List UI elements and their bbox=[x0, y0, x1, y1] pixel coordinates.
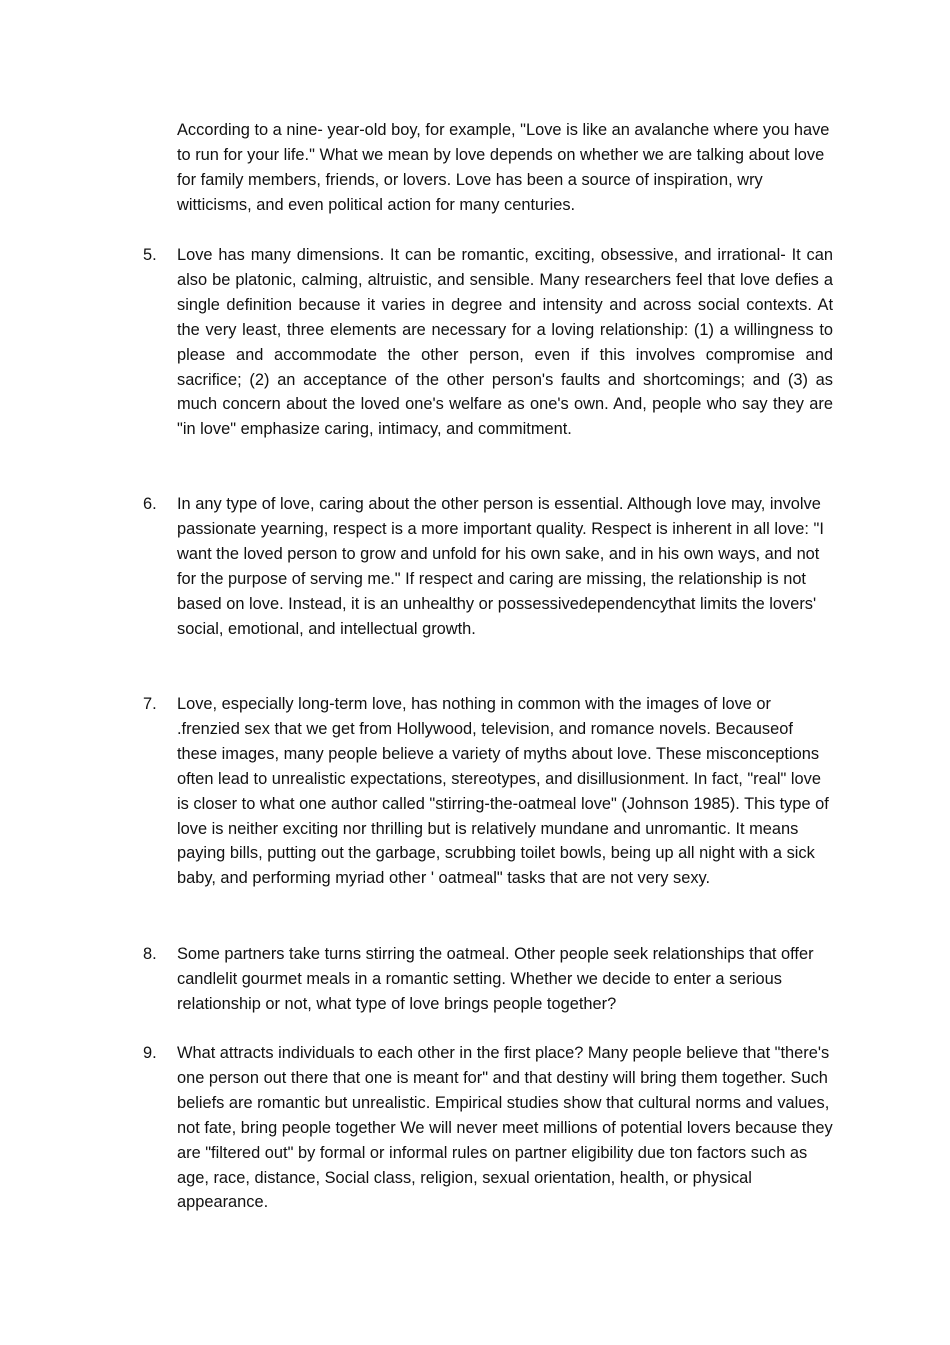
item-number-6: 6. bbox=[143, 495, 157, 513]
item-number-9: 9. bbox=[143, 1044, 157, 1062]
item-text-6: In any type of love, caring about the other person is essential. Although love may, involve passionate yearning, respect is a more important quality. Respect is inherent in all love: "I want the loved person to grow and unfold for his own sake, and in his own ways, and not for the purpose of serving me." If respect and caring are missing, the relationship is not based on love. Instead, it is an unhealthy or possessivedependencythat limits the lovers' social, emotional, and intellectual growth. bbox=[177, 495, 824, 638]
item-text-8: Some partners take turns stirring the oatmeal. Other people seek relationships that offer candlelit gourmet meals in a romantic setting. Whether we decide to enter a serious relationship or not, what type of love brings people together? bbox=[177, 945, 814, 1013]
item-text-5: Love has many dimensions. It can be romantic, exciting, obsessive, and irrational- It can also be platonic, calming, altruistic, and sensible. Many researchers feel that love defies a single definition because it varies in degree and intensity and across social contexts. At the very least, three elements are necessary for a loving relationship: (1) a willingness to please and accommodate the other person, even if this involves compromise and sacrifice; (2) an acceptance of the other person's faults and shortcomings; and (3) as much concern about the loved one's welfare as one's own. And, people who say they are "in love" emphasize caring, intimacy, and commitment. bbox=[177, 246, 833, 439]
intro-paragraph: According to a nine- year-old boy, for example, "Love is like an avalanche where you have to run for your life." What we mean by love depends on whether we are talking about love for family members, friends, or lovers. Love has been a source of inspiration, wry witticisms, and even political action for many centuries. bbox=[177, 121, 830, 214]
item-number-7: 7. bbox=[143, 695, 157, 713]
item-text-7: Love, especially long-term love, has nothing in common with the images of love or .frenzied sex that we get from Hollywood, television, and romance novels. Becauseof these images, many people believe a variety of myths about love. These misconceptions often lead to unrealistic expectations, stereotypes, and disillusionment. In fact, "real" love is closer to what one author called "stirring-the-oatmeal love" (Johnson 1985). This type of love is neither exciting nor thrilling but is relatively mundane and unromantic. It means paying bills, putting out the garbage, scrubbing toilet bowls, being up all night with a sick baby, and performing myriad other ' oatmeal" tasks that are not very sexy. bbox=[177, 695, 829, 888]
item-number-5: 5. bbox=[143, 246, 157, 264]
item-number-8: 8. bbox=[143, 945, 157, 963]
item-text-9: What attracts individuals to each other in the first place? Many people believe that "there's one person out there that one is meant for" and that destiny will bring them together. Such beliefs are romantic but unrealistic. Empirical studies show that cultural norms and values, not fate, bring people together We will never meet millions of potential lovers because they are "filtered out" by formal or informal rules on partner eligibility due ton factors such as age, race, distance, Social class, religion, sexual orientation, health, or physical appearance. bbox=[177, 1044, 833, 1212]
